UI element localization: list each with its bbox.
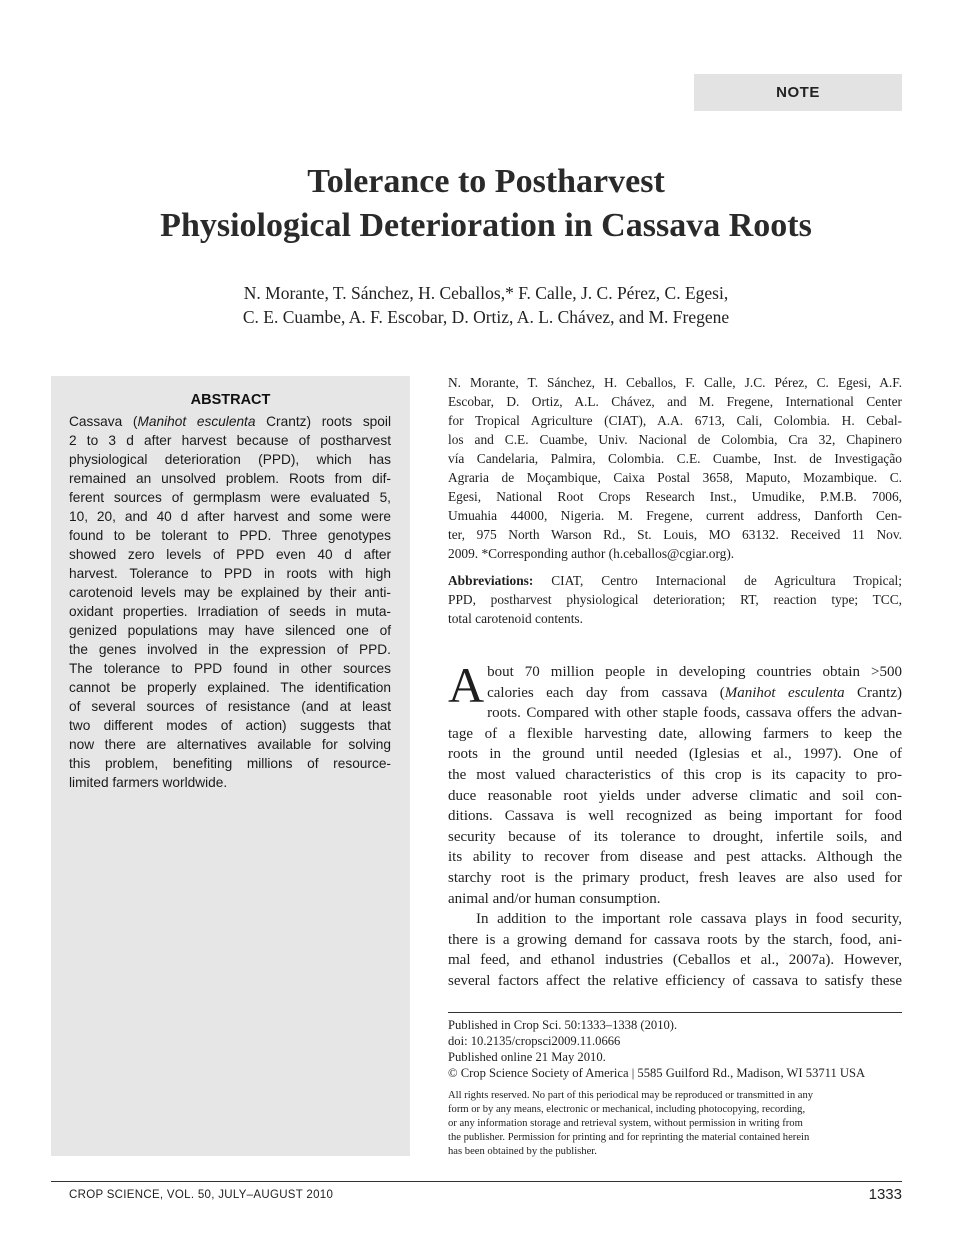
publication-line: doi: 10.2135/cropsci2009.11.0666 bbox=[448, 1034, 621, 1048]
abstract-line: 2 to 3 d after harvest because of postharvest bbox=[69, 433, 391, 448]
publication-line: © Crop Science Society of America | 5585 Guilford Rd., Madison, WI 53711 USA bbox=[448, 1066, 866, 1080]
affiliation-line: los and C.E. Cuambe, Univ. Nacional de Colombia, Cra 32, Chapinero bbox=[448, 432, 902, 447]
abstract-line: limited farmers worldwide. bbox=[69, 775, 228, 790]
abstract-line: of several sources of resistance (and at least bbox=[69, 699, 391, 714]
abbreviations-line: total carotenoid contents. bbox=[448, 611, 583, 626]
abstract-line: physiological deterioration (PPD), which has bbox=[69, 452, 391, 467]
body-line: animal and/or human consumption. bbox=[448, 890, 661, 907]
abstract-line: cannot be properly explained. The identification bbox=[69, 680, 391, 695]
body-line: bout 70 million people in developing countries obtain >500 bbox=[487, 664, 902, 680]
abstract-heading: ABSTRACT bbox=[190, 392, 271, 408]
drop-cap: A bbox=[448, 657, 485, 713]
abbreviations-line: PPD, postharvest physiological deterioration; RT, reaction type; TCC, bbox=[448, 592, 902, 607]
abstract-line: the genes involved in the expression of PPD. bbox=[69, 642, 391, 657]
body-line: starchy root is the primary product, fresh leaves are also used for bbox=[448, 869, 902, 886]
rights-line: the publisher. Permission for printing and for reprinting the material contained herein bbox=[448, 1132, 810, 1143]
abstract-line: genized populations may have silenced one of bbox=[69, 623, 391, 638]
footer-divider bbox=[51, 1181, 902, 1182]
rights-line: or any information storage and retrieval system, without permission in writing from bbox=[448, 1118, 803, 1129]
abstract-line: harvest. Tolerance to PPD in roots with high bbox=[69, 566, 391, 581]
body-line: roots. Compared with other staple foods, cassava offers the advan- bbox=[487, 705, 902, 722]
affiliation-line: Agraria de Moçambique, Caixa Postal 3658, Maputo, Mozambique. C. bbox=[448, 470, 902, 485]
affiliation-line: Egesi, National Root Crops Research Inst., Umudike, P.M.B. 7006, bbox=[448, 489, 902, 504]
affiliation-line: Umuahia 44000, Nigeria. M. Fregene, current address, Danforth Cen- bbox=[448, 508, 902, 523]
abbreviations bbox=[448, 571, 902, 628]
rights-line: All rights reserved. No part of this periodical may be reproduced or transmitted in any bbox=[448, 1090, 814, 1101]
abstract-line: ferent sources of germplasm were evaluated 5, bbox=[69, 490, 391, 505]
title-line-1: Tolerance to Postharvest bbox=[307, 163, 665, 200]
affiliation-line: for Tropical Agriculture (CIAT), A.A. 6713, Cali, Colombia. H. Cebal- bbox=[448, 413, 902, 428]
rights-line: form or by any means, electronic or mechanical, including photocopying, recording, bbox=[448, 1104, 806, 1115]
abbreviations-first-line: CIAT, Centro Internacional de Agricultura Tropical; bbox=[533, 573, 902, 588]
abstract-line-1: Cassava (Manihot esculenta Crantz) roots spoil bbox=[69, 414, 391, 429]
body-line: several factors affect the relative efficiency of cassava to satisfy these bbox=[448, 972, 902, 989]
note-label: NOTE bbox=[694, 74, 902, 111]
rights-notice bbox=[448, 1089, 902, 1159]
affiliation-line: ter, 975 North Warson Rd., St. Louis, MO 63132. Received 11 Nov. bbox=[448, 527, 902, 542]
abstract-line: two different modes of action) suggests that bbox=[69, 718, 391, 733]
abstract-box bbox=[51, 376, 410, 1156]
affiliation-line: 2009. *Corresponding author (h.ceballos@cgiar.org). bbox=[448, 546, 735, 561]
abstract-line: oxidant properties. Irradiation of seeds in muta- bbox=[69, 604, 391, 619]
publication-line: Published online 21 May 2010. bbox=[448, 1050, 606, 1064]
affiliation-line: vía Candelaria, Palmira, Colombia. C.E. Cuambe, Inst. de Investigação bbox=[448, 451, 902, 466]
abstract-text bbox=[69, 412, 391, 792]
body-line: roots in the ground until needed (Iglesias et al., 1997). One of bbox=[448, 746, 902, 763]
abbreviations-line-1 bbox=[448, 571, 902, 590]
affiliation-line: Escobar, D. Ortiz, A.L. Chávez, and M. Fregene, International Center bbox=[448, 394, 902, 409]
footnote-divider bbox=[448, 1012, 902, 1013]
body-line: tage of a flexible harvesting date, allowing farmers to keep the bbox=[448, 725, 902, 742]
abstract-line: carotenoid levels may be explained by their anti- bbox=[69, 585, 391, 600]
body-text bbox=[448, 657, 903, 992]
abstract-line: found to be tolerant to PPD. Three genotypes bbox=[69, 528, 391, 543]
journal-footer: CROP SCIENCE, VOL. 50, JULY–AUGUST 2010 bbox=[69, 1189, 334, 1201]
affiliations bbox=[448, 373, 902, 563]
body-line: its ability to recover from disease and pest attacks. Although the bbox=[448, 849, 902, 866]
affiliation-line: N. Morante, T. Sánchez, H. Ceballos, F. Calle, J.C. Pérez, C. Egesi, A.F. bbox=[448, 375, 902, 390]
abstract-line: remained an unsolved problem. Roots from dif- bbox=[69, 471, 391, 486]
body-line: the most valued characteristics of this crop is its capacity to pro- bbox=[448, 766, 902, 783]
article-title bbox=[0, 160, 954, 248]
rights-line: has been obtained by the publisher. bbox=[448, 1146, 597, 1157]
abstract-line: now there are alternatives available for solving bbox=[69, 737, 391, 752]
body-line: mal feed, and ethanol industries (Ceballos et al., 2007a). However, bbox=[448, 952, 902, 969]
page-number: 1333 bbox=[868, 1186, 902, 1203]
abstract-line: showed zero levels of PPD even 40 d after bbox=[69, 547, 391, 562]
author-list bbox=[0, 281, 954, 329]
abstract-line: 10, 20, and 40 d after harvest and some were bbox=[69, 509, 391, 524]
abstract-line: The tolerance to PPD found in other sources bbox=[69, 661, 391, 676]
publication-line: Published in Crop Sci. 50:1333–1338 (2010). bbox=[448, 1018, 678, 1032]
body-line: security because of its tolerance to drought, infertile soils, and bbox=[448, 828, 902, 845]
body-line: ditions. Cassava is well recognized as being important for food bbox=[448, 808, 902, 825]
abstract-line: this problem, benefiting millions of resource- bbox=[69, 756, 391, 771]
author-line-1: N. Morante, T. Sánchez, H. Ceballos,* F. Calle, J. C. Pérez, C. Egesi, bbox=[243, 283, 729, 303]
author-line-2: C. E. Cuambe, A. F. Escobar, D. Ortiz, A. L. Chávez, and M. Fregene bbox=[242, 307, 730, 327]
body-line-2: calories each day from cassava (Manihot esculenta Crantz) bbox=[487, 684, 903, 701]
body-line: duce reasonable root yields under adverse climatic and soil con- bbox=[448, 787, 902, 804]
title-line-2: Physiological Deterioration in Cassava Roots bbox=[160, 207, 812, 244]
abbreviations-label: Abbreviations: bbox=[448, 573, 534, 588]
body-line: In addition to the important role cassava plays in food security, bbox=[476, 911, 902, 928]
publication-info bbox=[448, 1017, 902, 1081]
body-line: there is a growing demand for cassava roots by the starch, food, ani- bbox=[448, 931, 902, 948]
